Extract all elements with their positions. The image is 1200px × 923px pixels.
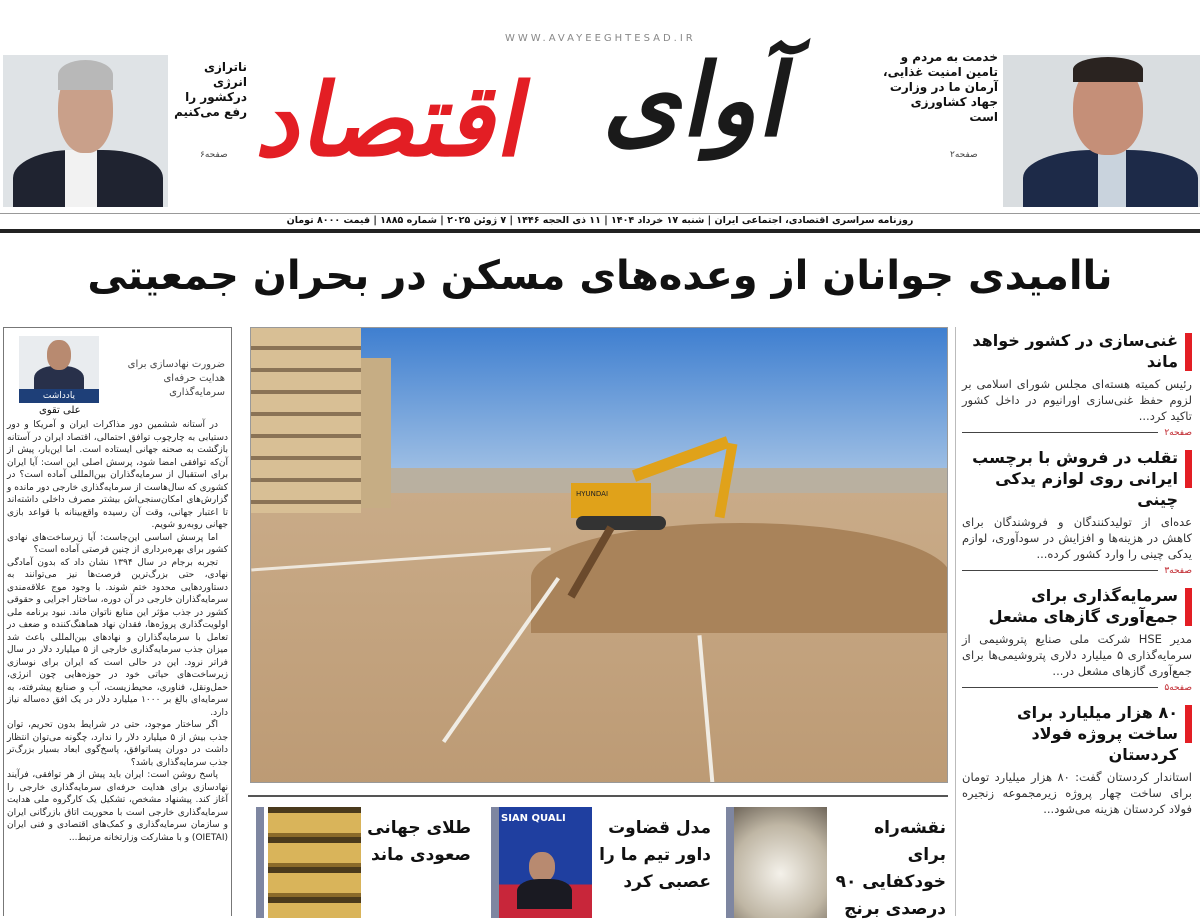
story-summary: استاندار کردستان گفت: ۸۰ هزار میلیارد تومان برای ساخت چهار پروژه زیرمجموعه زنجیره فولاد کردستان هزینه می‌شود... [962,770,1193,816]
story-summary: مدیر HSE شرکت ملی صنایع پتروشیمی از سرمایه‌گذاری ۵ میلیارد دلاری پتروشیمی‌ها برای جمع‌آوری گازهای مشعل در... [962,632,1192,678]
machine-label: HYUNDAI [576,490,609,498]
story-title[interactable]: ۸۰ هزار میلیارد برای ساخت پروژه فولاد کردستان [962,702,1192,765]
logo-black: آوای [597,41,805,159]
story-page[interactable]: صفحه۳ [1164,565,1192,576]
opinion-paragraph: تجربه برجام در سال ۱۳۹۴ نشان داد که بدون آمادگی نهادی، حتی بزرگ‌ترین فرصت‌ها نیز می‌توانند به دستاوردهایی محدود ختم شوند. با وجود موج علاقه‌مندی سرمایه‌گذاران خارجی در آن دوره، ساختار اجرایی و حقوقی کشور در جذب مؤثر این منابع ناتوان ماند. نبود برنامه ملی اولویت‌گذاری پروژه‌ها، فقدان نهاد هماهنگ‌کننده و ضعف در تعامل با سرمایه‌گذاران و نهادهای بین‌المللی باعث شد میزان جذب سرمایه‌گذاری خارجی از ۵ میلیارد دلار در سال فراتر نرود. این در حالی است که ایران برای نوسازی زیرساخت‌های حیاتی خود در حوزه‌هایی چون انرژی، حمل‌ونقل، فناوری، محیط‌زیست، آب و صنایع پیشرفته، به سرمایه‌ای بالغ بر ۱۰۰۰ میلیارد دلار در یک افق ده‌ساله نیاز دارد. [7,557,228,718]
right-blurb-page: صفحه۲ [950,150,978,160]
story-page[interactable]: صفحه۵ [1164,682,1192,693]
story-title[interactable]: سرمایه‌گذاری برای جمع‌آوری گازهای مشعل [962,585,1192,627]
opinion-paragraph: اما پرسش اساسی این‌جاست: آیا زیرساخت‌های نهادی کشور برای بهره‌برداری از چنین فرصتی آماده است؟ [7,532,228,555]
story-title[interactable]: غنی‌سازی در کشور خواهد ماند [962,330,1192,372]
teaser-row [248,795,948,919]
side-story[interactable] [956,447,1200,577]
portrait-left [3,55,168,207]
site-url[interactable]: WWW.AVAYEEGHTESAD.IR [505,33,696,44]
story-summary: رئیس کمیته هسته‌ای مجلس شورای اسلامی بر لزوم حفظ غنی‌سازی اورانیوم در داخل کشور تاکید کرد... [962,377,1192,423]
teaser-title[interactable]: نقشه‌راه برای خودکفایی ۹۰ درصدی برنج [835,818,946,919]
author-photo [19,336,99,389]
main-headline[interactable]: ناامیدی جوانان از وعده‌های مسکن در بحران جمعیتی [87,253,1113,299]
building [251,328,361,513]
dateline: روزنامه سراسری اقتصادی، اجتماعی ایران | شنبه ۱۷ خرداد ۱۴۰۴ | ۱۱ ذی الحجه ۱۴۴۶ | ۷ ژوئن ۲۰۲۵ | شماره ۱۸۸۵ | قیمت ۸۰۰۰ تومان [0,213,1200,227]
press-conference-image [499,807,592,918]
teaser-referee[interactable] [491,807,713,918]
side-story[interactable] [956,585,1200,694]
main-photo[interactable] [250,327,948,783]
side-column [955,327,1200,916]
opinion-badge: یادداشت [19,389,99,403]
left-blurb[interactable]: ناترازی انرژی درکشور را رفع می‌کنیم [174,60,247,119]
opinion-column [3,327,232,916]
opinion-author: علی تقوی [39,405,81,416]
teaser-gold[interactable] [256,807,478,918]
opinion-paragraph: پاسخ روشن است: ایران باید پیش از هر توافقی، فرآیند نهادسازی برای هدایت حرفه‌ای سرمایه‌گذاری خارجی را آغاز کند. پیشنهاد مشخص، تشکیل یک کارگروه ملی هدایت سرمایه‌گذاری خارجی است با محوریت اتاق بازرگانی ایران و سازمان سرمایه‌گذاری و کمک‌های اقتصادی و فنی ایران (OIETAI) و با مشارکت وزارتخانه مرتبط... [7,770,228,843]
logo-red: اقتصاد [249,61,543,179]
teaser-title[interactable]: طلای جهانی صعودی ماند [367,818,471,865]
story-page[interactable]: صفحه۲ [1164,427,1192,438]
masthead-rule [0,229,1200,233]
story-title[interactable]: تقلب در فروش با برچسب ایرانی روی لوازم یدکی چینی [962,447,1192,510]
opinion-paragraph: در آستانه ششمین دور مذاکرات ایران و آمریکا و دور دستیابی به چارچوب توافق احتمالی، اقتصاد ایران در آستانه بازگشت به صحنه جهانی ایستاده است. اما این‌بار، پیش از آن‌که توافقی امضا شود، پرسش اصلی این است: آیا ایران برای استقبال از سرمایه‌گذاران بین‌المللی آماده است؟ در کشوری که سال‌هاست از سرمایه‌گذاری خارجی دور مانده و گزارش‌های امکان‌سنجی‌اش بیشتر مصرف داخلی داشته‌اند تا اعتبار جهانی، وقت آن رسیده واقع‌بینانه با قواعد بازی جهانی روبه‌رو شویم. [7,420,228,530]
side-story[interactable] [956,330,1200,439]
excavator [571,428,751,538]
opinion-paragraph: اگر ساختار موجود، حتی در شرایط بدون تحریم، توان جذب بیش از ۵ میلیارد دلار را ندارد، چگونه می‌توان انتظار داشت در دوران پساتوافق، پاسخ‌گوی ابعاد بسیار بزرگ‌تر جذب سرمایه‌گذاری باشد؟ [7,720,229,768]
opinion-body [7,419,228,844]
teaser-rice[interactable] [726,807,948,918]
gold-bars-image [268,807,361,918]
left-blurb-page: صفحه۶ [200,150,228,160]
opinion-title[interactable]: ضرورت نهادسازی برای هدایت حرفه‌ای سرمایه‌گذاری [127,359,225,398]
dirt-mound [531,523,948,633]
side-story[interactable] [956,702,1200,817]
rice-image [734,807,827,918]
thumb-text: SIAN QUALI [501,813,566,824]
story-summary: عده‌ای از تولیدکنندگان و فروشندگان برای کاهش در هزینه‌ها و افزایش در سودآوری، لوازم یدکی چینی را وارد کشور کرده... [962,515,1192,561]
teaser-title[interactable]: مدل قضاوت داور تیم ما را عصبی کرد [599,818,711,892]
right-blurb[interactable]: خدمت به مردم و تامین امنیت غذایی، آرمان ما در وزارت جهاد کشاورزی است [883,50,998,124]
portrait-right [1003,55,1200,207]
